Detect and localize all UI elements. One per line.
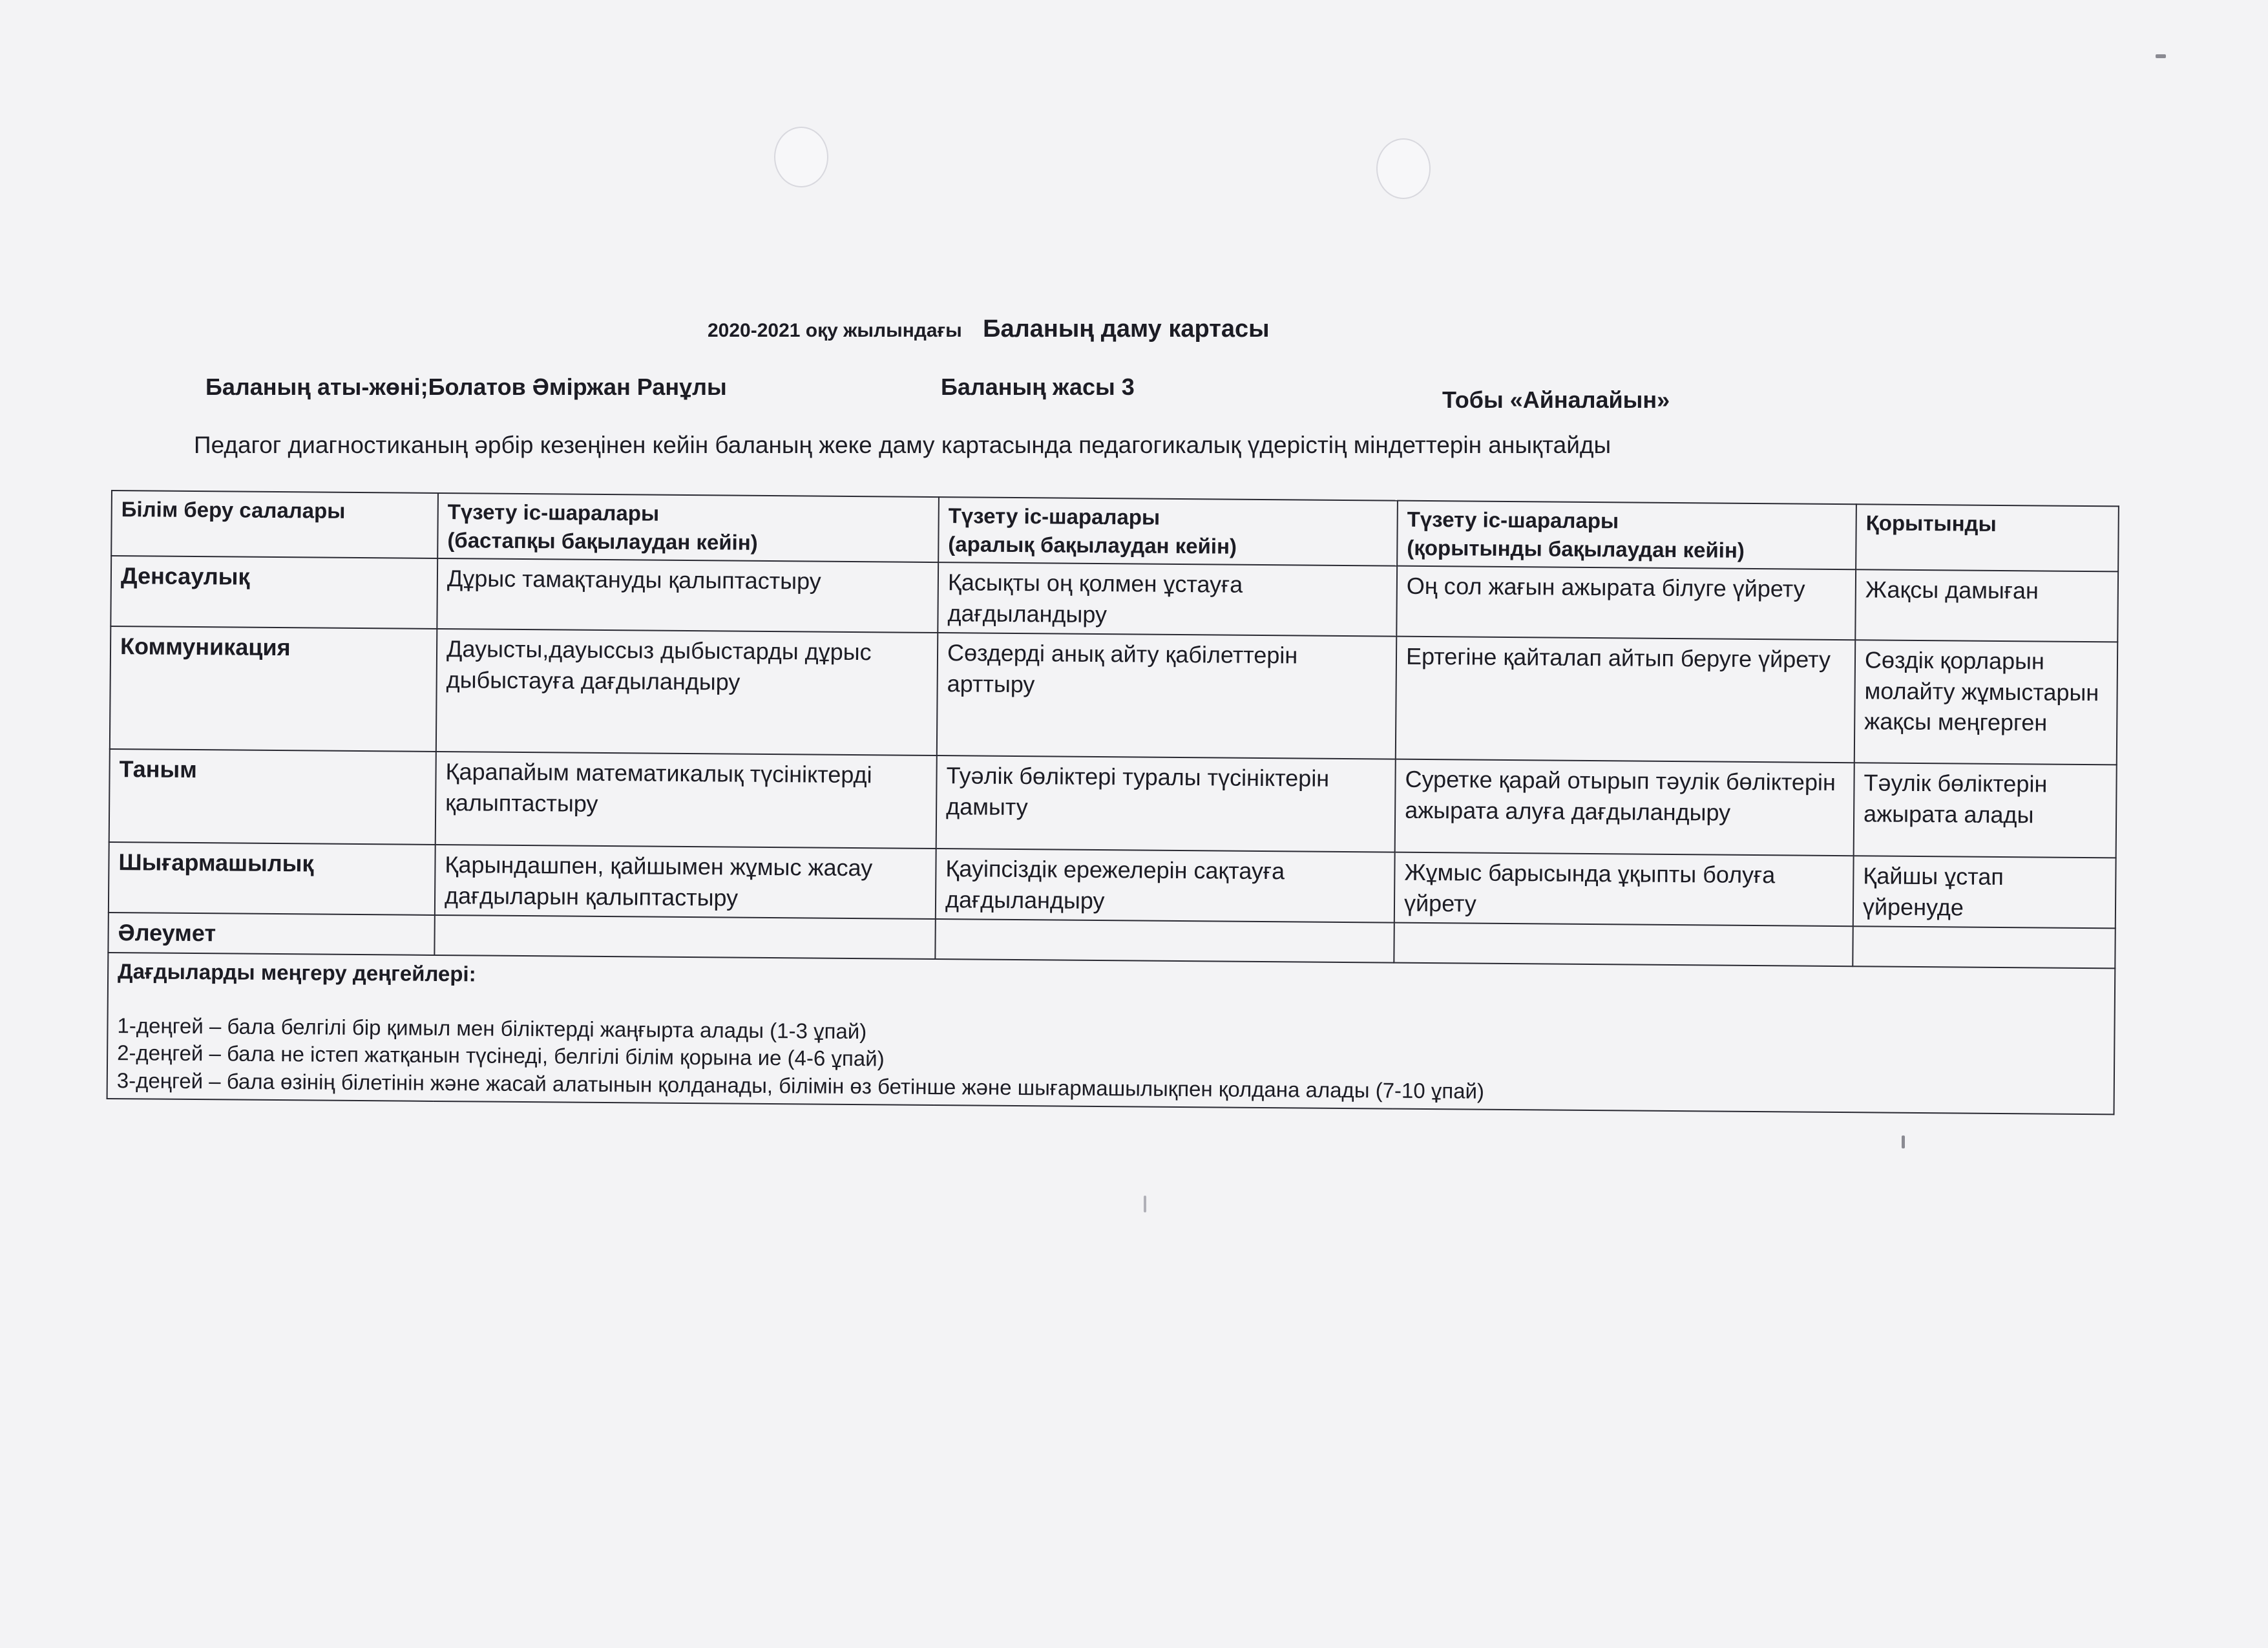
result-cell: Тәулік бөліктерін ажырата алады [1854,763,2117,858]
final-cell: Ертегіне қайталап айтып беруге үйрету [1396,637,1855,763]
level-item: 1-деңгей – бала белгілі бір қимыл мен біліктерді жаңғырта алады (1-3 ұпай) [117,1013,867,1044]
initial-cell: Дұрыс тамақтануды қалыптастыру [437,558,938,633]
domain-cell: Таным [109,749,436,845]
group-name: Тобы «Айналайын» [1442,386,1670,413]
final-cell: Жұмыс барысында ұқыпты болуға үйрету [1394,852,1854,927]
domain-cell: Денсаулық [110,556,437,629]
levels-cell [107,953,2116,1115]
header-line: Қорытынды [1865,511,1997,536]
final-cell: Суретке қарай отырып тәулік бөліктерін ажырата алуға дағдыландыру [1395,759,1854,856]
table-row [109,749,2117,858]
child-name: Баланың аты-жөні;Болатов Әміржан Ранұлы [205,374,727,400]
initial-cell: Қарындашпен, қайшымен жұмыс жасау дағдыларын қалыптастыру [435,845,936,919]
header-domains [111,491,438,558]
level-item: 2-деңгей – бала не істеп жатқанын түсінеді, белгілі білім қорына ие (4-6 ұпай) [117,1041,885,1071]
child-age: Баланың жасы 3 [941,374,1135,400]
header-line: Білім беру салалары [121,497,346,523]
header-final [1397,501,1856,570]
initial-cell: Дауысты,дауыссыз дыбыстарды дұрыс дыбыстауға дағдыландыру [436,629,938,755]
domain-cell: Әлеумет [108,913,434,955]
result-cell [1853,926,2115,968]
intro-text: Педагог диагностиканың әрбір кезеңінен кейін баланың жеке даму картасында педагогикалық үдерістің міндеттерін анықтайды [194,432,1612,458]
punch-hole [1376,138,1431,199]
level-item: 3-деңгей – бала өзінің білетінін және жасай алатынын қолданады, білімін өз бетінше және шығармашылықпен қолдана алады (7-10 ұпай) [116,1068,1485,1103]
levels-title: Дағдыларды меңгеру деңгейлері: [118,958,476,986]
header-line: Түзету іс-шаралары [447,500,660,525]
intermediate-cell: Қауіпсіздік ережелерін сақтауға дағдыландыру [936,849,1395,923]
result-cell: Қайшы ұстап үйренуде [1853,856,2116,928]
result-cell: Жақсы дамыған [1855,569,2118,642]
intermediate-cell: Туәлік бөліктері туралы түсініктерін дамыту [936,755,1396,852]
initial-cell: Қарапайым математикалық түсініктерді қалыптастыру [436,752,937,849]
title-main: Баланың даму картасы [983,315,1270,343]
scan-speck [1902,1136,1905,1148]
result-cell: Сөздік қорларын молайту жұмыстарын жақсы меңгерген [1854,640,2117,765]
intermediate-cell: Қасықты оң қолмен ұстауға дағдыландыру [938,562,1397,637]
header-subline: (қорытынды бақылаудан кейін) [1407,535,1745,562]
scan-speck [1144,1196,1146,1212]
header-initial [437,493,939,562]
scan-speck [2156,54,2166,58]
table-row [110,626,2117,765]
header-subline: (бастапқы бақылаудан кейін) [447,527,758,555]
levels-row [107,953,2116,1115]
final-cell: Оң сол жағын ажырата білуге үйрету [1396,566,1856,640]
domain-cell: Шығармашылық [109,842,436,915]
header-line: Түзету іс-шаралары [1407,507,1619,533]
initial-cell [434,915,935,959]
header-intermediate [938,497,1398,566]
final-cell [1394,923,1853,966]
header-result [1856,504,2119,571]
domain-cell: Коммуникация [110,626,437,752]
development-table [107,490,2119,1115]
document-title [708,315,1270,343]
header-subline: (аралық бақылаудан кейін) [948,531,1237,558]
header-line: Түзету іс-шаралары [948,503,1160,529]
punch-hole [774,127,828,187]
title-year: 2020-2021 оқу жылындағы [708,320,962,341]
intermediate-cell [935,919,1394,962]
intermediate-cell: Сөздерді анық айту қабілеттерін арттыру [937,633,1396,759]
